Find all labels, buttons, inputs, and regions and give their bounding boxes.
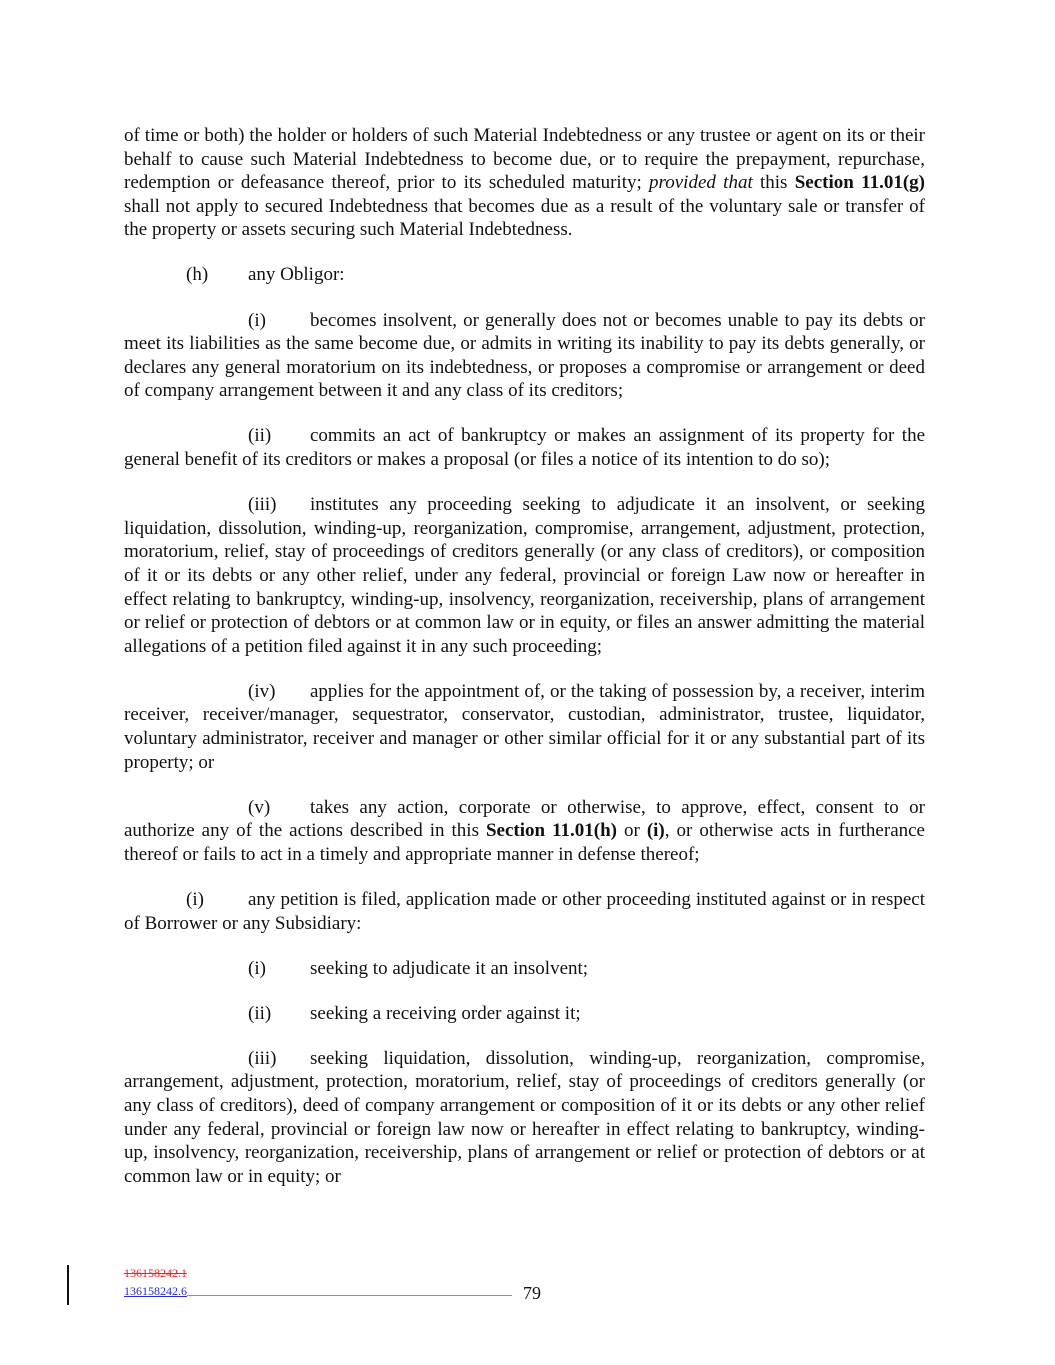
subclause-text: becomes insolvent, or generally does not or becomes unable to pay its debts or meet its liabilities as the same become due, or admits in writing its inability to pay its debts generally, or declares any general moratorium on its indebtedness, or proposes a compromise or arrangement or deed of company arrangement between it and any class of its creditors; (124, 309, 925, 402)
subclause-label: (iii) (248, 1047, 277, 1069)
subclause-h-iii (124, 493, 925, 658)
subclause-h-v (124, 796, 925, 867)
text: , or otherwise acts in furtherance thereof or fails to act in a timely and appropriate manner in defense thereof; (124, 820, 925, 865)
subclause-label: (ii) (248, 1002, 272, 1024)
subclause-text: seeking a receiving order against it; (310, 1002, 581, 1024)
page-number: 79 (523, 1283, 541, 1303)
subclause-text: institutes any proceeding seeking to adjudicate it an insolvent, or seeking liquidation, dissolution, winding-up, reorganization, compromise, arrangement, adjustment, protection, moratorium, relief, stay of proceedings of creditors generally (or any class of creditors), or composition of it or its debts or any other relief, under any federal, provincial or foreign Law now or hereafter in effect relating to bankruptcy, winding-up, insolvency, reorganization, receivership, plans of arrangement or relief or protection of debtors or at common law or in equity, or files an answer admitting the material allegations of a petition filed against it in any such proceeding; (124, 494, 925, 657)
subclause-label: (i) (248, 957, 266, 979)
italic-text: provided that (649, 172, 753, 194)
subclause-h-i (124, 309, 925, 403)
subclause-i-ii (124, 1002, 925, 1026)
section-reference: (i) (646, 820, 665, 842)
footer (124, 1266, 512, 1299)
section-reference: Section 11.01(h) (485, 820, 617, 842)
subclause-text: seeking liquidation, dissolution, winding-up, reorganization, compromise, arrangement, adjustment, protection, moratorium, relief, stay of proceedings of creditors generally (or any class of creditors), deed of company arrangement or composition of it or its debts or any other relief under any federal, provincial or foreign law now or hereafter in effect relating to bankruptcy, winding-up, insolvency, reorganization, receivership, plans of arrangement or relief or protection of debtors or at common law or in equity; or (124, 1047, 925, 1187)
subclause-text: commits an act of bankruptcy or makes an assignment of its property for the general benefit of its creditors or makes a proposal (or files a notice of its intention to do so); (124, 425, 925, 471)
subclause-label: (ii) (248, 425, 272, 447)
subclause-i-i (124, 957, 925, 981)
text: takes any action, corporate or otherwise, to approve, effect, consent to or authorize any of the actions described in this (124, 796, 925, 842)
text: of time or both) the holder or holders of such Material Indebtedness or any trustee or agent on its or their behalf to cause such Material Indebtedness to become due, or to require the prepayment, repurchase, redemption or defeasance thereof, prior to its scheduled maturity; (124, 125, 925, 194)
change-bar (67, 1265, 69, 1305)
deleted-doc-id: 136158242.1 (124, 1266, 187, 1280)
clause-label: (h) (186, 264, 209, 286)
inserted-doc-id: 136158242.6 (124, 1284, 187, 1298)
text: or (617, 820, 647, 842)
subclause-h-ii (124, 424, 925, 471)
subclause-text: seeking to adjudicate it an insolvent; (310, 957, 589, 979)
text: this (752, 172, 795, 194)
section-reference: Section 11.01(g) (794, 172, 925, 194)
clause-label: (i) (186, 888, 204, 910)
subclause-label: (v) (248, 796, 271, 818)
inserted-underline (187, 1295, 512, 1296)
clause-text: any petition is filed, application made or other proceeding instituted against or in respect of Borrower or any Subsidiary: (124, 888, 925, 934)
subclause-i-iii (124, 1047, 925, 1189)
subclause-label: (iii) (248, 494, 277, 516)
paragraph-g-continuation (124, 124, 925, 242)
clause-i (124, 888, 925, 935)
subclause-label: (i) (248, 309, 266, 331)
clause-text: any Obligor: (248, 264, 345, 286)
document-page (124, 124, 925, 1210)
text: shall not apply to secured Indebtedness that becomes due as a result of the voluntary sale or transfer of the property or assets securing such Material Indebtedness. (124, 195, 925, 241)
inserted-doc-id-line (124, 1284, 512, 1299)
clause-h (124, 263, 925, 287)
subclause-label: (iv) (248, 680, 276, 702)
subclause-text: applies for the appointment of, or the taking of possession by, a receiver, interim receiver, receiver/manager, sequestrator, conservator, custodian, administrator, trustee, liquidator, voluntary administrator, receiver and manager or other similar official for it or any substantial part of its property; or (124, 680, 925, 773)
subclause-h-iv (124, 680, 925, 774)
